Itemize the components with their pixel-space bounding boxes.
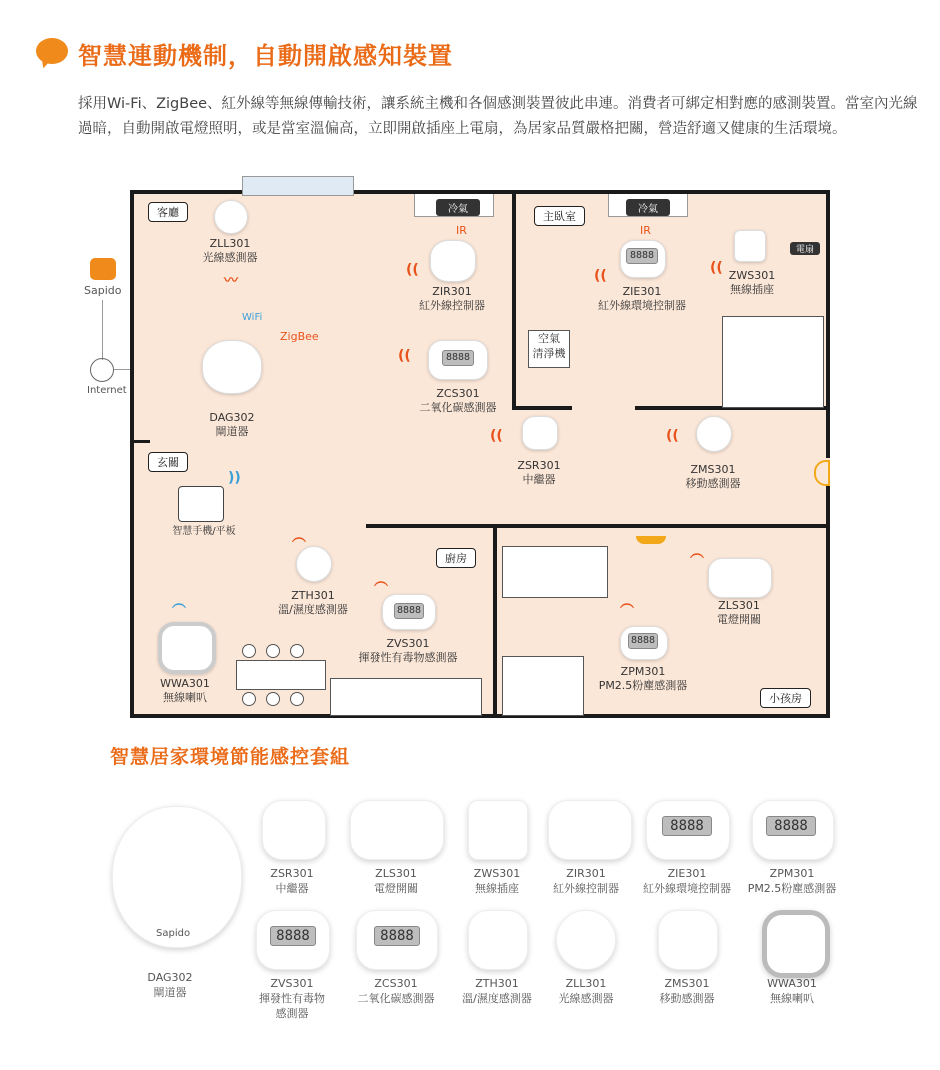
product-name: PM2.5粉塵感測器 bbox=[747, 882, 837, 895]
window bbox=[242, 176, 354, 196]
product-model: DAG302 bbox=[147, 971, 193, 984]
product-name: 閘道器 bbox=[153, 986, 187, 999]
ir-label: IR bbox=[640, 224, 651, 237]
product-name: 紅外線環境控制器 bbox=[643, 882, 731, 895]
zsr301-name: 中繼器 bbox=[522, 473, 556, 486]
zsr301-repeater[interactable] bbox=[522, 416, 558, 450]
zir301-model: ZIR301 bbox=[432, 285, 472, 298]
zpm301-name: PM2.5粉塵感測器 bbox=[598, 679, 688, 692]
chair bbox=[242, 692, 256, 706]
zcs301-name: 二氧化碳感測器 bbox=[419, 401, 497, 414]
bunk-bed bbox=[502, 546, 608, 598]
product-zll301[interactable] bbox=[556, 910, 616, 970]
product-name: 移動感測器 bbox=[659, 992, 715, 1005]
product-name: 中繼器 bbox=[275, 882, 309, 895]
product-zls301[interactable] bbox=[350, 800, 444, 860]
signal-icon: (( bbox=[398, 348, 411, 364]
zls301-model: ZLS301 bbox=[718, 599, 760, 612]
product-model: ZLL301 bbox=[565, 977, 607, 990]
internet-label: Internet bbox=[87, 385, 127, 396]
lamp-icon bbox=[636, 536, 666, 544]
intro-text: 採用Wi-Fi、ZigBee、紅外線等無線傳輸技術，讓系統主機和各個感測裝置彼此串連。消費者可綁定相對應的感測裝置。當室內光線過暗，自動開啟電燈照明，或是當室溫偏高，立即開啟插座上電扇，為居家品質嚴格把關，營造舒適又健康的生活環境。 bbox=[78, 96, 918, 137]
signal-icon: ︵ bbox=[374, 573, 388, 589]
zigbee-label: ZigBee bbox=[280, 330, 319, 343]
product-model: ZCS301 bbox=[374, 977, 418, 990]
product-model: ZLS301 bbox=[375, 867, 417, 880]
product-name: 二氧化碳感測器 bbox=[357, 992, 435, 1005]
chair bbox=[266, 692, 280, 706]
zls301-switch[interactable] bbox=[708, 558, 772, 598]
product-zth301[interactable] bbox=[468, 910, 528, 970]
product-name: 揮發性有毒物 感測器 bbox=[259, 992, 325, 1020]
bed bbox=[722, 316, 824, 408]
dining-table bbox=[236, 660, 326, 690]
zls301-name: 電燈開關 bbox=[717, 613, 761, 626]
product-model: ZIR301 bbox=[566, 867, 606, 880]
speech-bubble-icon bbox=[36, 38, 68, 64]
product-name: 無線插座 bbox=[475, 882, 519, 895]
signal-icon: (( bbox=[666, 428, 679, 444]
product-zws301[interactable] bbox=[468, 800, 528, 860]
phone-label: 智慧手機/平板 bbox=[172, 526, 236, 537]
chair bbox=[266, 644, 280, 658]
wwa301-model: WWA301 bbox=[160, 677, 210, 690]
signal-icon: ︵ bbox=[620, 595, 634, 611]
air-purifier: 空氣 清淨機 bbox=[528, 330, 570, 368]
desk bbox=[502, 656, 584, 716]
product-model: ZMS301 bbox=[664, 977, 710, 990]
zll301-model: ZLL301 bbox=[209, 237, 251, 250]
zcs301-model: ZCS301 bbox=[436, 387, 480, 400]
sun-icon bbox=[814, 460, 830, 486]
link-line bbox=[102, 300, 103, 360]
zir301-name: 紅外線控制器 bbox=[419, 299, 485, 312]
zms301-model: ZMS301 bbox=[690, 463, 736, 476]
sapido-logo-icon bbox=[90, 258, 116, 280]
zie301-model: ZIE301 bbox=[622, 285, 662, 298]
dag302-model: DAG302 bbox=[209, 411, 255, 424]
product-zms301[interactable] bbox=[658, 910, 718, 970]
product-lcd: 8888 bbox=[270, 926, 316, 946]
wwa301-speaker[interactable] bbox=[158, 622, 216, 674]
dag302-name: 閘道器 bbox=[215, 425, 249, 438]
wwa301-name: 無線喇叭 bbox=[163, 691, 207, 704]
signal-icon: 〰 bbox=[224, 273, 238, 289]
zie301-name: 紅外線環境控制器 bbox=[598, 299, 686, 312]
zcs301-lcd: 8888 bbox=[442, 350, 474, 366]
product-model: ZTH301 bbox=[475, 977, 519, 990]
product-lcd: 8888 bbox=[766, 816, 816, 836]
zws301-plug[interactable] bbox=[734, 230, 766, 262]
section-title: 智慧居家環境節能感控套組 bbox=[110, 746, 351, 768]
signal-icon: (( bbox=[490, 428, 503, 444]
product-zsr301[interactable] bbox=[262, 800, 326, 860]
product-model: ZWS301 bbox=[473, 867, 521, 880]
zvs301-lcd: 8888 bbox=[394, 603, 424, 619]
chair bbox=[290, 692, 304, 706]
dag302-gateway[interactable] bbox=[202, 340, 262, 394]
product-dag302[interactable] bbox=[112, 806, 242, 948]
page-title: 智慧連動機制，自動開啟感知裝置 bbox=[78, 42, 453, 70]
product-name: 溫/濕度感測器 bbox=[462, 992, 532, 1005]
product-model: ZIE301 bbox=[667, 867, 707, 880]
kitchen-counter bbox=[330, 678, 482, 716]
product-wwa301[interactable] bbox=[762, 910, 830, 978]
product-model: ZPM301 bbox=[769, 867, 815, 880]
product-model: ZSR301 bbox=[270, 867, 314, 880]
product-zir301[interactable] bbox=[548, 800, 632, 860]
zws301-name: 無線插座 bbox=[730, 283, 774, 296]
sapido-label: Sapido bbox=[84, 284, 122, 297]
zws301-model: ZWS301 bbox=[728, 269, 776, 282]
ac-label: 冷氣 bbox=[626, 199, 670, 216]
room-tag-master: 主臥室 bbox=[534, 206, 585, 226]
signal-icon: (( bbox=[594, 268, 607, 284]
fan-label: 電扇 bbox=[790, 242, 820, 255]
ir-label: IR bbox=[456, 224, 467, 237]
signal-icon: (( bbox=[406, 262, 419, 278]
zth301-device[interactable] bbox=[296, 546, 332, 582]
signal-icon: ︵ bbox=[292, 529, 306, 545]
signal-icon: ︵ bbox=[690, 545, 704, 561]
zpm301-model: ZPM301 bbox=[620, 665, 666, 678]
phone-tablet-icon bbox=[178, 486, 224, 522]
product-name: 紅外線控制器 bbox=[553, 882, 619, 895]
wifi-icon: )) bbox=[228, 470, 241, 486]
chair bbox=[290, 644, 304, 658]
zms301-device[interactable] bbox=[696, 416, 732, 452]
product-lcd: 8888 bbox=[374, 926, 420, 946]
sapido-brand: Sapido bbox=[156, 928, 191, 939]
ac-label: 冷氣 bbox=[436, 199, 480, 216]
floor-plan bbox=[130, 190, 830, 718]
product-name: 電燈開關 bbox=[374, 882, 418, 895]
room-tag-living: 客廳 bbox=[148, 202, 188, 222]
zth301-name: 溫/濕度感測器 bbox=[278, 603, 348, 616]
product-model: ZVS301 bbox=[270, 977, 314, 990]
zth301-model: ZTH301 bbox=[291, 589, 335, 602]
room-tag-entrance: 玄關 bbox=[148, 452, 188, 472]
zll301-name: 光線感測器 bbox=[202, 251, 258, 264]
wifi-icon: ︵ bbox=[172, 595, 186, 611]
zll301-device[interactable] bbox=[214, 200, 248, 234]
zir301-device[interactable] bbox=[430, 240, 476, 282]
zpm301-lcd: 8888 bbox=[628, 633, 658, 649]
zie301-lcd: 8888 bbox=[626, 248, 658, 264]
chair bbox=[242, 644, 256, 658]
product-name: 光線感測器 bbox=[558, 992, 614, 1005]
product-name: 無線喇叭 bbox=[770, 992, 814, 1005]
wifi-label: WiFi bbox=[242, 312, 263, 323]
room-tag-kids: 小孩房 bbox=[760, 688, 811, 708]
room-tag-kitchen: 廚房 bbox=[436, 548, 476, 568]
zvs301-model: ZVS301 bbox=[386, 637, 430, 650]
globe-icon bbox=[90, 358, 114, 382]
zsr301-model: ZSR301 bbox=[517, 459, 561, 472]
signal-icon: (( bbox=[710, 260, 723, 276]
zvs301-name: 揮發性有毒物感測器 bbox=[358, 651, 458, 664]
product-lcd: 8888 bbox=[662, 816, 712, 836]
zms301-name: 移動感測器 bbox=[685, 477, 741, 490]
product-model: WWA301 bbox=[767, 977, 817, 990]
